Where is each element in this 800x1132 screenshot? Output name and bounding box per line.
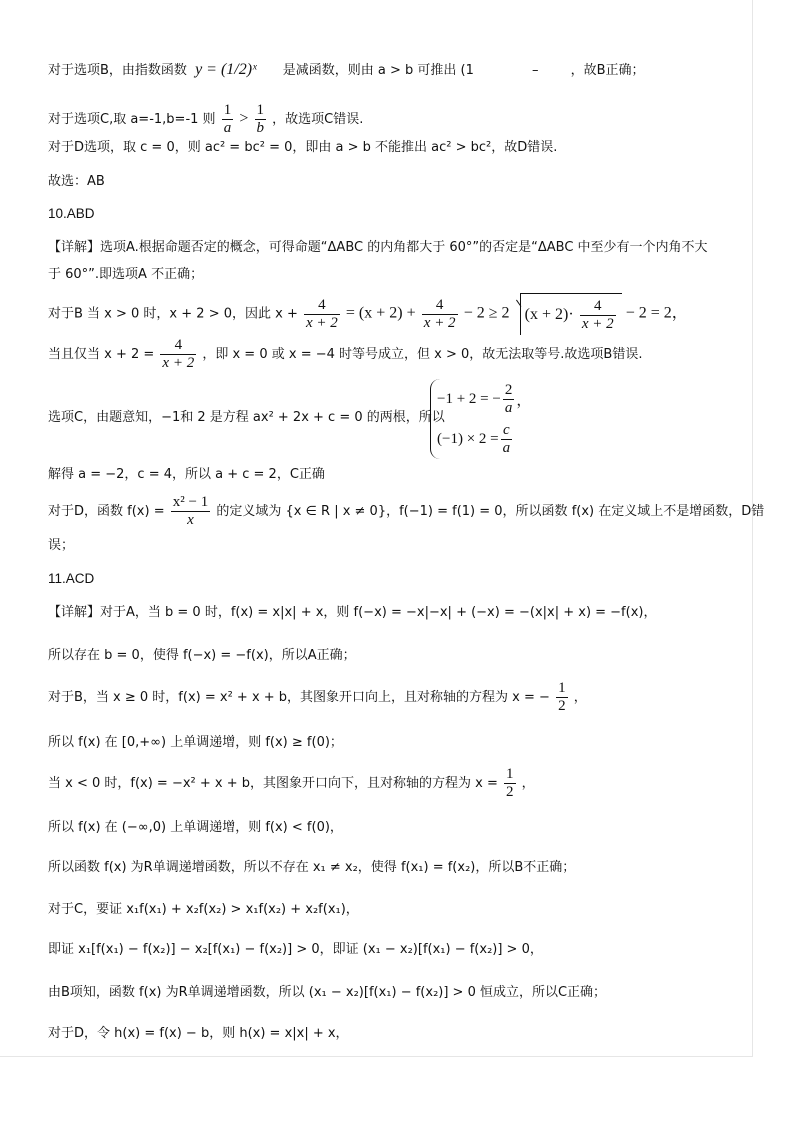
math-expression: −1 + 2 = −: [437, 390, 501, 407]
text-span: 对于B，当 x ≥ 0 时，f(x) = x² + x + b，其图象开口向上，且对称轴的方程为 x = −: [48, 690, 550, 705]
fraction-denominator: x + 2: [581, 316, 614, 332]
text-span: 对于D，令 h(x) = f(x) − b，则 h(x) = x|x| + x，: [48, 1026, 349, 1041]
square-root: [520, 293, 622, 335]
fraction: [222, 102, 234, 137]
text-span: ，故B正确；: [570, 63, 645, 78]
text-span: 解得 a = −2，c = 4，所以 a + c = 2，C正确: [48, 467, 325, 482]
text-line-option-c: [48, 102, 363, 137]
text-line-option-d-function: [48, 494, 764, 530]
fraction: [556, 680, 568, 715]
fraction-denominator: a: [223, 120, 232, 136]
text-line-answer-ab: [48, 172, 105, 192]
fraction: [501, 422, 513, 457]
text-line-monotone-conclusion: [48, 858, 575, 878]
text-line-detail-10a: [48, 238, 708, 258]
text-line-option-b-neg: [48, 766, 535, 802]
fraction-denominator: 2: [558, 698, 566, 714]
fraction-denominator: x + 2: [305, 314, 338, 331]
system-row-1: [437, 379, 547, 419]
text-span: 对于选项B，由指数函数: [48, 63, 187, 78]
fraction-numerator: 1: [558, 680, 566, 696]
fraction: [580, 298, 616, 333]
text-span: 当 x < 0 时，f(x) = −x² + x + b，其图象开口向下，且对称轴的方程为 x =: [48, 776, 498, 791]
text-span: 即证 x₁[f(x₁) − f(x₂)] − x₂[f(x₁) − f(x₂)] > 0，即证 (x₁ − x₂)[f(x₁) − f(x₂)] > 0，: [48, 942, 543, 957]
fraction: [504, 766, 516, 801]
text-line-solve-result: [48, 465, 325, 485]
fraction-denominator: x + 2: [423, 314, 456, 331]
system-row-2: [437, 419, 547, 459]
text-line-option-d-h: [48, 1024, 349, 1044]
fraction-denominator: b: [256, 120, 264, 136]
math-expression: (x + 2)·: [524, 306, 574, 323]
text-span: 对于C，要证 x₁f(x₁) + x₂f(x₂) > x₁f(x₂) + x₂f(x₁)，: [48, 902, 359, 917]
fraction-numerator: 1: [256, 102, 264, 118]
text-line-option-c-equivalent: [48, 940, 543, 960]
text-span: 对于B 当 x > 0 时，x + 2 > 0，因此 x +: [48, 306, 298, 322]
equation-system: [430, 379, 547, 459]
fraction: [304, 297, 340, 332]
question-number-10: [48, 204, 95, 224]
text-line-monotone-nonneg: [48, 733, 343, 753]
text-line-detail-11a-cont: [48, 646, 356, 666]
text-line-detail-10a-cont: [48, 265, 203, 285]
fraction: [255, 102, 267, 137]
math-expression: y = (1/2)ˣ: [195, 61, 257, 78]
math-expression: (−1) × 2 =: [437, 430, 499, 447]
fraction: [171, 494, 210, 529]
text-span: 选项C，由题意知，−1和 2 是方程 ax² + 2x + c = 0 的两根，所以: [48, 410, 445, 425]
text-span: 于 60°”.即选项A 不正确；: [48, 267, 204, 282]
fraction-numerator: c: [501, 422, 513, 440]
text-span: 故选：AB: [48, 174, 105, 189]
fraction-numerator: 4: [580, 298, 616, 316]
math-expression: − 2 = 2，: [625, 304, 688, 322]
fraction: [503, 382, 515, 417]
fraction-denominator: 2: [506, 784, 514, 800]
text-span: 由B项知，函数 f(x) 为R单调递增函数，所以 (x₁ − x₂)[f(x₁) − f(x₂)] > 0 恒成立，所以C正确；: [48, 985, 607, 1000]
text-span: 对于D选项，取 c = 0，则 ac² = bc² = 0，即由 a > b 不能推出 ac² > bc²，故D错误.: [48, 140, 558, 155]
text-line-option-c-conclusion: [48, 983, 606, 1003]
text-line-monotone-neg: [48, 818, 343, 838]
text-span: 11.ACD: [48, 571, 95, 586]
text-line-option-c-proof: [48, 900, 359, 920]
text-span: ，即 x = 0 或 x = −4 时等号成立，但 x > 0，故无法取等号.故选项B错误.: [202, 347, 643, 362]
text-span: 所以函数 f(x) 为R单调递增函数，所以不存在 x₁ ≠ x₂，使得 f(x₁) = f(x₂)，所以B不正确；: [48, 860, 576, 875]
text-line-detail-11a: [48, 603, 656, 623]
fraction-numerator: 1: [506, 766, 514, 782]
fraction-numerator: 4: [304, 297, 340, 315]
math-symbol: >: [239, 110, 249, 127]
text-span: –: [531, 63, 539, 78]
text-span: 10.ABD: [48, 206, 95, 221]
fraction-numerator: 4: [422, 297, 458, 315]
math-expression: − 2 ≥ 2: [463, 304, 510, 322]
fraction-denominator: x: [187, 512, 194, 528]
fraction: [422, 297, 458, 332]
text-span: ，: [516, 392, 532, 409]
text-span: 【详解】对于A，当 b = 0 时，f(x) = x|x| + x，则 f(−x) = −x|−x| + (−x) = −(x|x| + x) = −f(x)，: [48, 605, 657, 620]
text-line-option-b-exponential: [48, 60, 645, 81]
fraction-numerator: 4: [160, 337, 196, 355]
text-span: 所以存在 b = 0，使得 f(−x) = −f(x)，所以A正确；: [48, 648, 356, 663]
fraction-denominator: x + 2: [162, 355, 195, 371]
text-span: 对于选项C,取 a=-1,b=-1 则: [48, 112, 216, 127]
text-span: 误；: [48, 538, 75, 553]
text-line-option-b-inequality: [48, 293, 688, 335]
question-number-11: [48, 569, 94, 589]
text-span: ，: [573, 690, 587, 705]
math-expression: = (x + 2) +: [345, 304, 416, 322]
text-line-option-b-nonneg: [48, 680, 587, 716]
text-span: ，: [521, 776, 535, 791]
text-span: 对于D，函数 f(x) =: [48, 504, 165, 519]
fraction-numerator: x² − 1: [172, 494, 209, 510]
text-span: 的定义域为 {x ∈ R | x ≠ 0}，f(−1) = f(1) = 0，所以函数 f(x) 在定义域上不是增函数，D错: [216, 504, 765, 519]
text-span: 【详解】选项A.根据命题否定的概念，可得命题“ΔABC 的内角都大于 60°”的否定是“ΔABC 中至少有一个内角不大: [48, 240, 708, 255]
text-line-option-d: [48, 138, 557, 158]
fraction-denominator: a: [502, 439, 511, 456]
text-span: 所以 f(x) 在 [0,+∞) 上单调递增，则 f(x) ≥ f(0)；: [48, 735, 343, 750]
text-line-option-d-cont: [48, 536, 74, 556]
fraction: [160, 337, 196, 372]
text-span: ，故选项C错误.: [272, 112, 364, 127]
text-span: 当且仅当 x + 2 =: [48, 347, 155, 362]
fraction-numerator: 1: [223, 102, 232, 118]
fraction-denominator: a: [504, 399, 513, 416]
text-line-option-c-roots: [48, 408, 445, 428]
text-span: 所以 f(x) 在 (−∞,0) 上单调递增，则 f(x) < f(0)，: [48, 820, 343, 835]
fraction-numerator: 2: [504, 381, 513, 398]
text-span: 是减函数，则由 a > b 可推出 (1: [282, 63, 474, 78]
text-line-equality-condition: [48, 337, 642, 373]
